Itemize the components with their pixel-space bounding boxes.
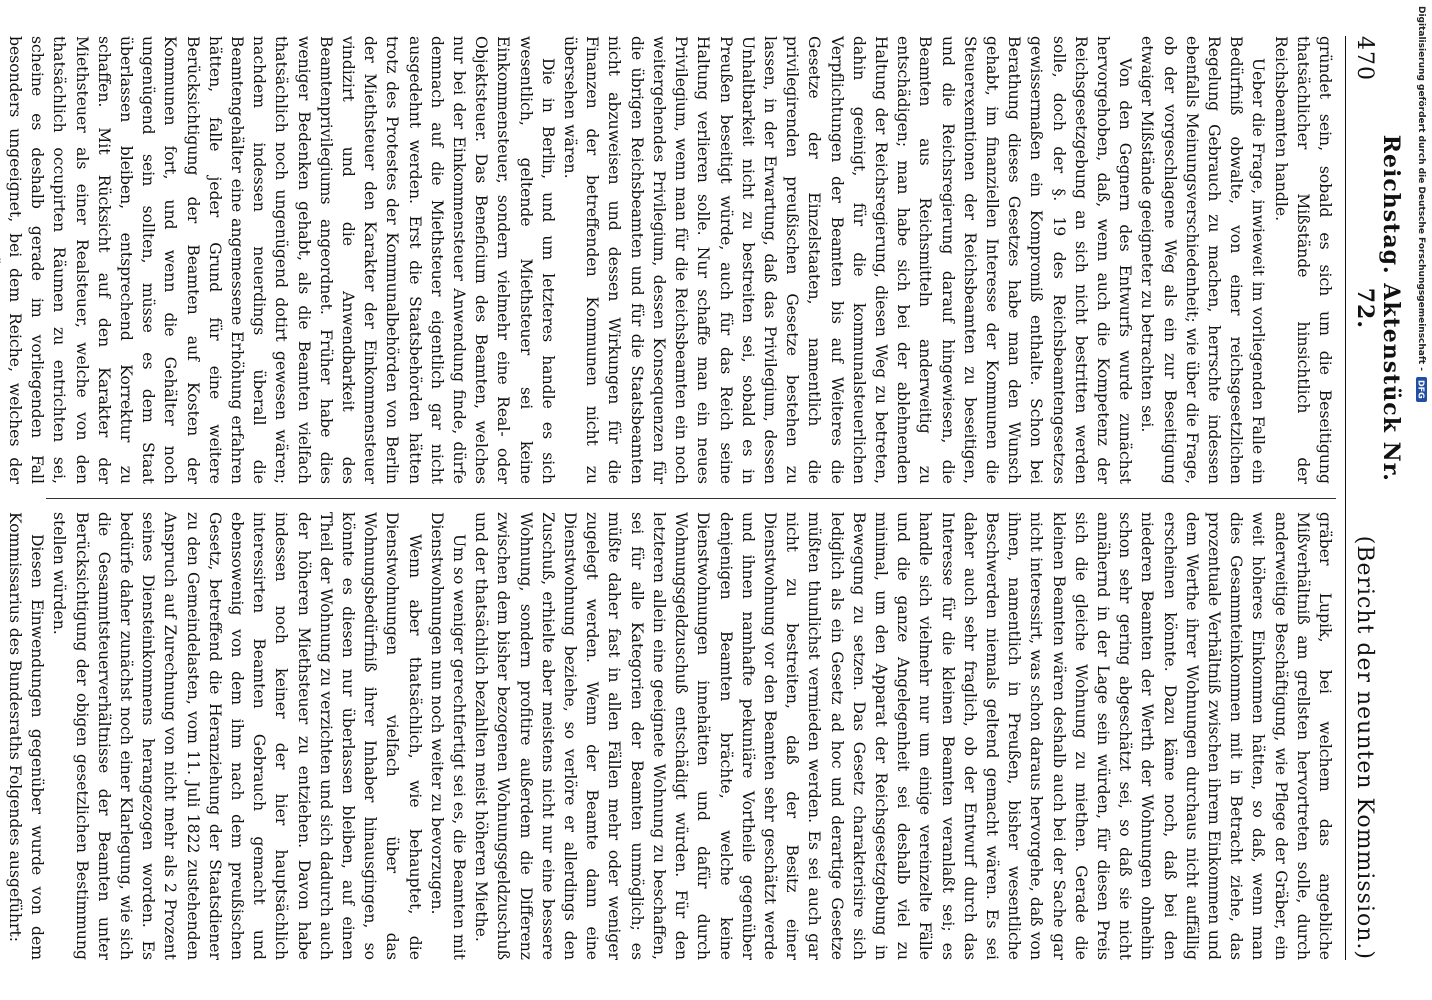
paragraph: Diesen Einwendungen gegenüber wurde von dem Kommissarius des Bundesraths Folgendes ausgeführt: <box>6 512 47 960</box>
page-number: 470 <box>1352 36 1377 81</box>
paragraph: Die in Berlin, und um letzteres handle es sich wesentlich, geltende Miethsteuer sei keine Einkommensteuer, sondern vielmehr eine Real- oder Objektsteuer. Das Beneficium des Beamten, welches nur bei der Einkommensteuer Anwendung finde, dürfe demnach auf die Miethsteuer eigentlich gar nicht ausgedehnt werden. Erst die Staatsbehörden hätten trotz des Protestes der Kommunalbehörden von Berlin der Miethsteuer den Karakter der Einkommensteuer vindizirt und die Anwendbarkeit des Beamtenprivilegiums angeordnet. Früher habe dies weniger Bedenken gehabt, als die Beamten vielfach thatsächlich noch ungenügend dotirt gewesen wären; nachdem indessen neuerdings überall die Beamtengehälter eine angemessene Erhöhung erfahren hätten, falle jeder Grund für eine weitere Berücksichtigung der Beamten auf Kosten der Kommunen fort, und wenn die Gehälter noch ungenügend sein sollten, müsse es dem Staat überlassen bleiben, entsprechend Korrektur zu schaffen. Mit Rücksicht auf den Karakter der Miethsteuer als einer Realsteuer, welche von den thatsächlich occupirten Räumen zu entrichten sei, scheine es deshalb gerade im vorliegenden Fall besonders ungeeignet, bei dem Reiche, welches der <box>6 36 557 484</box>
paragraph: Wenn aber thatsächlich, wie behauptet, die Dienstwohnungen vielfach über das Wohnungsbedürfniß ihrer Inhaber hinausgingen, so könnte es diesen nur überlassen bleiben, auf einen Theil der Wohnung zu verzichten und sich dadurch auch der höheren Miethsteuer zu entziehen. Davon habe indessen noch keiner der hier hauptsächlich interessirten Beamten Gebrauch gemacht und ebensowenig von dem ihm nach dem preußischen Gesetz, betreffend die Heranziehung der Staatsdiener zu den Gemeindelasten, vom 11. Juli 1822 zustehenden Anspruch auf Zurechnung von nicht mehr als 2 Prozent seines Diensteinkommens herangezogen worden. Es bedürfe daher zunächst noch einer Klarlegung, wie sich die Gesammtsteuerverhältnisse der Beamten unter Berücksichtigung der obigen gesetzlichen Bestimmung stellen würden. <box>50 512 424 960</box>
paragraph: Ueber die Frage, inwieweit im vorliegenden Falle ein Bedürfniß obwalte, von einer reichsgesetzlichen Regelung Gebrauch zu machen, herrschte indessen ebenfalls Meinungsverschiedenheit; wie über die Frage, ob der vorgeschlagene Weg als ein zur Beseitigung etwaiger Mißstände geeigneter zu betrachten sei. <box>1138 36 1268 484</box>
paragraph: gräber Lupik, bei welchem das angebliche Mißverhältniß am grellsten hervortreten solle, durch anderweitige Beschäftigung, wie Pflege der Gräber, ein weit höheres Einkommen hätten, so daß, wenn man dies Gesammteinkommen mit in Betracht ziehe, das prozentuale Verhältniß zwischen ihrem Einkommen und dem Werthe ihrer Wohnungen durchaus nicht auffällig erscheinen könnte. Dazu käme noch, daß bei den niederen Beamten der Werth der Wohnungen ohnehin schon sehr gering abgeschätzt sei, so daß sie nicht annähernd in der Lage sein würden, für diesen Preis sich die gleiche Wohnung zu miethen. Gerade die kleinen Beamten wären deshalb auch bei der Sache gar nicht interessirt, was schon daraus hervorgehe, daß von ihnen, namentlich in Preußen, bisher wesentliche Beschwerden niemals geltend gemacht wären. Es sei daher auch sehr fraglich, ob der Entwurf durch das Interesse für die kleinen Beamten veranlaßt sei; es handle sich vielmehr nur um einige vereinzelte Fälle und die ganze Angelegenheit sei deshalb viel zu minimal, um den Apparat der Reichsgesetzgebung in Bewegung zu setzen. Das Gesetz charakterisire sich lediglich als ein Gesetz ad hoc und derartige Gesetze müßten thunlichst vermieden werden. Es sei auch gar nicht zu bestreiten, daß der Besitz einer Dienstwohnung vor den Beamten sehr geschätzt werde und ihnen namhafte pekuniäre Vortheile gegenüber denjenigen Beamten brächte, welche keine Dienstwohnungen innehätten und dafür durch Wohnungsgeldzuschuß entschädigt würden. Für den letzteren allein eine geeignete Wohnung zu beschaffen, sei für alle Kategorien der Beamten unmöglich; es müßte daher fast in allen Fällen mehr oder weniger zugelegt werden. Wenn der Beamte dann eine Dienstwohnung beziehe, so verlöre er allerdings den Zuschuß, erhielte aber meistens nicht nur eine bessere Wohnung, sondern profitire außerdem die Differenz zwischen dem bisher bezogenen Wohnungsgeldzuschuß und der thatsächlich bezahlten meist höheren Miethe. <box>472 512 1334 960</box>
page-header <box>1352 36 1404 960</box>
paragraph: gründet sein, sobald es sich um die Beseitigung thatsächlicher Mißstände hinsichtlich der Reichsbeamten handle. <box>1271 36 1334 484</box>
column-divider <box>46 498 1336 499</box>
document-page <box>6 0 1410 1000</box>
credit-label: Digitalisierung gefördert durch die Deutsche Forschungsgemeinschaft - <box>1416 6 1426 371</box>
right-column <box>0 512 1336 960</box>
report-subtitle: (Bericht der neunten Kommission.) <box>1352 535 1377 960</box>
paragraph: Um so weniger gerechtfertigt sei es, die Beamten mit Dienstwohnungen nun noch weiter zu bevorzugen. <box>427 512 469 960</box>
dfg-logo: DFG <box>1416 377 1427 402</box>
digitization-credit <box>1414 6 1428 994</box>
paragraph <box>0 512 4 960</box>
running-head: Reichstag. Aktenstück Nr. 72. <box>1352 134 1404 482</box>
header-rule <box>1345 36 1346 960</box>
paragraph: Von den Gegnern des Entwurfs wurde zunächst hervorgehoben, daß, wenn auch die Kompetenz der Reichsgesetzgebung an sich nicht bestritten werden solle, doch der §. 19 des Reichsbeamtengesetzes gewissermaßen ein Kompromiß enthalte. Schon bei Berathung dieses Gesetzes habe man den Wunsch gehabt, im finanziellen Interesse der Kommunen die Steuerexemtionen der Reichsbeamten zu beseitigen, und die Reichsregierung darauf hingewiesen, die Beamten aus Reichsmitteln anderweitig zu entschädigen; man habe sich bei der ablehnenden Haltung der Reichsregierung, diesen Weg zu betreten, dahin geeinigt, für die kommunalsteuerlichen Verpflichtungen der Beamten bis auf Weiteres die Gesetze der Einzelstaaten, namentlich die privilegirenden preußischen Gesetze bestehen zu lassen, in der Erwartung, daß das Privilegium, dessen Unhaltbarkeit nicht zu bestreiten sei, sobald es in Preußen beseitigt würde, auch für das Reich seine Haltung verlieren solle. Nur schaffe man ein neues Privilegium, wenn man für die Reichsbeamten ein noch weitergehendes Privilegium, dessen Konsequenzen für die übrigen Reichsbeamten und für die Staatsbeamten nicht abzuweisen und dessen Wirkungen für die Finanzen der betreffenden Kommunen nicht zu übersehen wären. <box>561 36 1135 484</box>
left-column <box>0 36 1336 484</box>
